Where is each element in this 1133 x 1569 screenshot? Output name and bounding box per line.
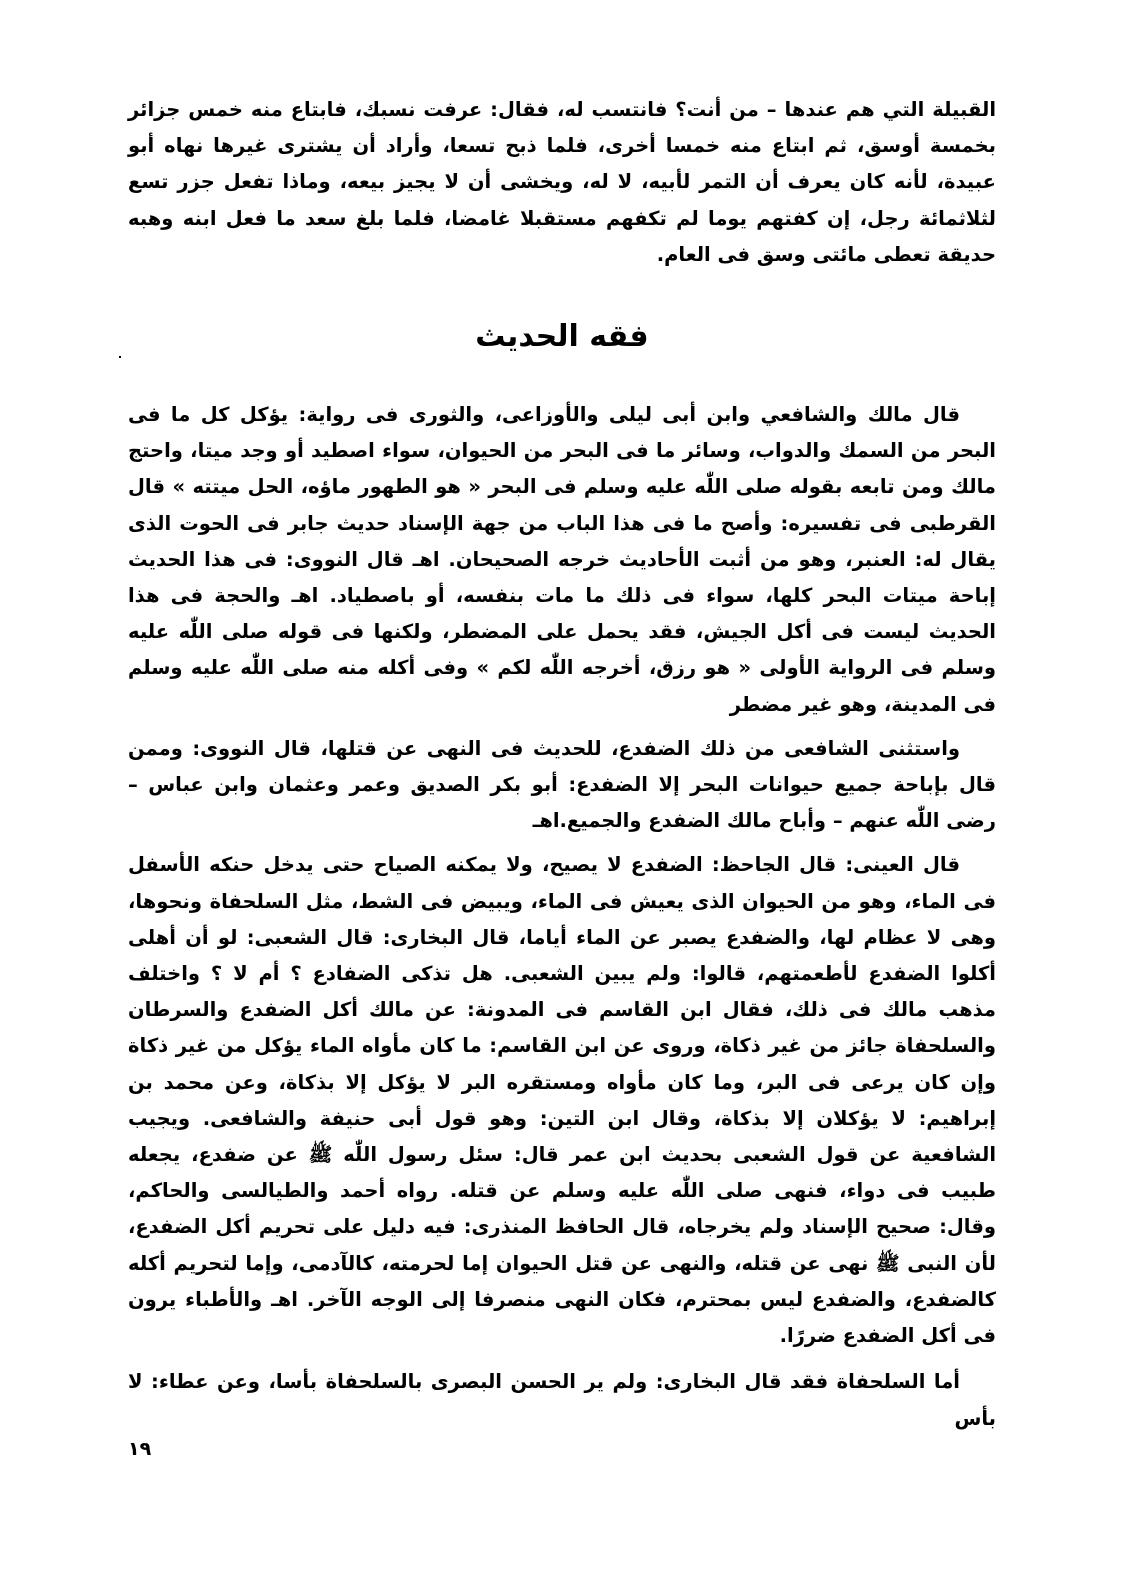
- paragraph-4: أما السلحفاة فقد قال البخارى: ولم ير الحسن البصرى بالسلحفاة بأسا، وعن عطاء: لا بأس: [128, 1370, 996, 1430]
- section-heading: فقه الحديث: [475, 319, 649, 355]
- paragraph-3: قال العينى: قال الجاحظ: الضفدع لا يصيح، ولا يمكنه الصياح حتى يدخل حنكه الأسفل فى الماء، وهو من الحيوان الذى يعيش فى الماء، ويبيض فى الشط، مثل السلحفاة ونحوها، وهى لا عظام لها، والضفدع يصبر عن الماء أياما، قال البخارى: قال الشعبى: لو أن أهلى أكلوا الضفدع لأطعمتهم، قالوا: ولم يبين الشعبى. هل تذكى الضفادع ؟ أم لا ؟ واختلف مذهب مالك فى ذلك، فقال ابن القاسم فى المدونة: عن مالك أكل الضفدع والسرطان والسلحفاة جائز من غير ذكاة، وروى عن ابن القاسم: ما كان مأواه الماء يؤكل من غير ذكاة وإن كان يرعى فى البر، وما كان مأواه ومستقره البر لا يؤكل إلا بذكاة، وعن محمد بن إبراهيم: لا يؤكلان إلا بذكاة، وقال ابن التين: وهو قول أبى حنيفة والشافعى. ويجيب الشافعية عن قول الشعبى بحديث ابن عمر قال: سئل رسول اللّٰه ﷺ عن ضفدع، يجعله طبيب فى دواء، فنهى صلى اللّٰه عليه وسلم عن قتله. رواه أحمد والطيالسى والحاكم، وقال: صحيح الإسناد ولم يخرجاه، قال الحافظ المنذرى: فيه دليل على تحريم أكل الضفدع، لأن النبى ﷺ نهى عن قتله، والنهى عن قتل الحيوان إما لحرمته، كالآدمى، وإما لتحريم أكله كالضفدع، والضفدع ليس بمحترم، فكان النهى منصرفا إلى الوجه الآخر. اهـ والأطباء يرون فى أكل الضفدع ضررًا.: [128, 853, 996, 1348]
- paragraph-1: قال مالك والشافعي وابن أبى ليلى والأوزاعى، والثورى فى رواية: يؤكل كل ما فى البحر من السمك والدواب، وسائر ما فى البحر من الحيوان، سواء اصطيد أو وجد ميتا، واحتج مالك ومن تابعه بقوله صلى اللّٰه عليه وسلم فى البحر « هو الطهور ماؤه، الحل ميتته » قال القرطبى فى تفسيره: وأصح ما فى هذا الباب من جهة الإسناد حديث جابر فى الحوت الذى يقال له: العنبر، وهو من أثبت الأحاديث خرجه الصحيحان. اهـ قال النووى: فى هذا الحديث إباحة ميتات البحر كلها، سواء فى ذلك ما مات بنفسه، أو باصطياد. اهـ والحجة فى هذا الحديث ليست فى أكل الجيش، فقد يحمل على المضطر، ولكنها فى قوله صلى اللّٰه عليه وسلم فى الرواية الأولى « هو رزق، أخرجه اللّٰه لكم » وفى أكله منه صلى اللّٰه عليه وسلم فى المدينة، وهو غير مضطر: [128, 403, 996, 716]
- page-number: ١٩: [128, 1438, 152, 1460]
- document-page: [128, 92, 996, 1437]
- paragraph-intro: القبيلة التي هم عندها – من أنت؟ فانتسب له، فقال: عرفت نسبك، فابتاع منه خمس جزائر بخمسة أوسق، ثم ابتاع منه خمسا أخرى، فلما ذبح تسعا، وأراد أن يشترى غيرها نهاه أبو عبيدة، لأنه كان يعرف أن التمر لأبيه، لا له، ويخشى أن لا يجيز بيعه، وماذا تفعل جزر تسع لثلاثمائة رجل، إن كفتهم يوما لم تكفهم مستقبلا غامضا، فلما بلغ سعد ما فعل ابنه وهبه حديقة تعطى مائتى وسق فى العام.: [128, 98, 996, 266]
- scan-speck: [119, 356, 121, 358]
- paragraph-2: واستثنى الشافعى من ذلك الضفدع، للحديث فى النهى عن قتلها، قال النووى: وممن قال بإباحة جميع حيوانات البحر إلا الضفدع: أبو بكر الصديق وعمر وعثمان وابن عباس – رضى اللّٰه عنهم – وأباح مالك الضفدع والجميع.اهـ: [128, 736, 996, 833]
